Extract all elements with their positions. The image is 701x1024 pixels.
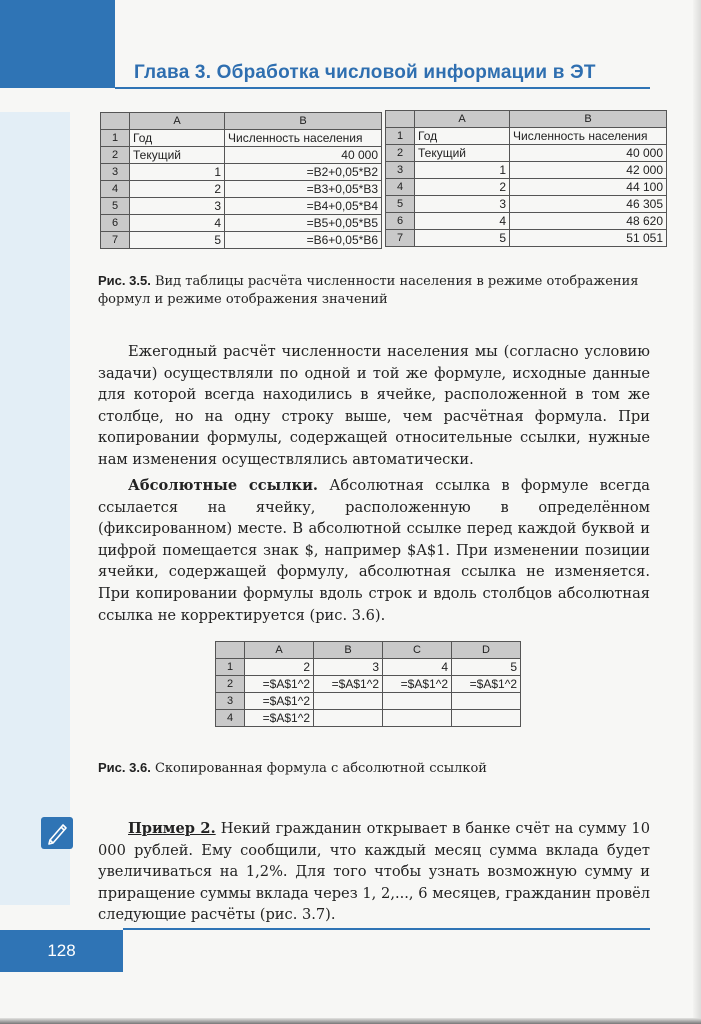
cell-c3 bbox=[383, 693, 452, 710]
cell-b2: =$A$1^2 bbox=[314, 676, 383, 693]
paragraph-relative-refs bbox=[98, 341, 650, 471]
cell-a3: =$A$1^2 bbox=[245, 693, 314, 710]
column-header-d: D bbox=[452, 642, 521, 659]
cell-b1: 3 bbox=[314, 659, 383, 676]
row-header: 4 bbox=[101, 181, 130, 198]
paragraph-text: Абсолютная ссылка в формуле всегда ссылается на ячейку, расположенную в определённом (фиксированном) месте. В абсолютной ссылке перед каждой буквой и цифрой помещается знак $, например $A$1. При изменении позиции ячейки, содержащей формулу, абсолютная ссылка не изменяется. При копировании формулы вдоль строк и вдоль столбцов абсолютная ссылка не корректируется (рис. 3.6). bbox=[98, 477, 650, 624]
cell-a4: 2 bbox=[130, 181, 225, 198]
cell-a3: 1 bbox=[130, 164, 225, 181]
header-color-block bbox=[0, 0, 115, 88]
term-absolute-refs: Абсолютные ссылки. bbox=[128, 477, 319, 494]
row-header: 6 bbox=[386, 213, 415, 230]
figure-label: Рис. 3.6. bbox=[98, 760, 151, 775]
corner-cell bbox=[216, 642, 245, 659]
table-row bbox=[216, 693, 521, 710]
margin-sidebar bbox=[0, 112, 70, 905]
pencil-icon bbox=[41, 817, 73, 849]
spreadsheet-value-view bbox=[385, 110, 667, 247]
table-row bbox=[101, 215, 382, 232]
figure-3-5-caption bbox=[98, 272, 648, 309]
row-header: 3 bbox=[216, 693, 245, 710]
cell-a6: 4 bbox=[130, 215, 225, 232]
page-number: 128 bbox=[47, 941, 76, 960]
row-header: 2 bbox=[386, 145, 415, 162]
column-header-a: A bbox=[130, 113, 225, 130]
row-header: 2 bbox=[101, 147, 130, 164]
cell-a1: Год bbox=[130, 130, 225, 147]
paragraph-absolute-refs bbox=[98, 475, 650, 626]
row-header: 4 bbox=[216, 710, 245, 727]
table-row bbox=[386, 162, 667, 179]
cell-d1: 5 bbox=[452, 659, 521, 676]
cell-a2: =$A$1^2 bbox=[245, 676, 314, 693]
column-header-b: B bbox=[510, 111, 667, 128]
paragraph-text: Ежегодный расчёт численности населения мы (согласно условию задачи) осуществляли по одной и той же формуле, исходные данные для которой всегда находились в ячейке, расположенной в том же столбце, но на одну строку выше, чем расчётная формула. При копировании формулы, содержащей относительные ссылки, нужные нам изменения осуществлялись автоматически. bbox=[98, 343, 650, 468]
example-2-paragraph bbox=[98, 818, 650, 926]
cell-b2: 40 000 bbox=[225, 147, 382, 164]
row-header: 1 bbox=[216, 659, 245, 676]
figure-3-6-caption bbox=[98, 759, 648, 778]
cell-a6: 4 bbox=[415, 213, 510, 230]
table-row bbox=[386, 196, 667, 213]
cell-b7: =B6+0,05*B6 bbox=[225, 232, 382, 249]
row-header: 1 bbox=[101, 130, 130, 147]
cell-c4 bbox=[383, 710, 452, 727]
table-row bbox=[386, 179, 667, 196]
figure-caption-text: Скопированная формула с абсолютной ссылкой bbox=[154, 761, 487, 776]
corner-cell bbox=[101, 113, 130, 130]
example-label: Пример 2. bbox=[128, 820, 216, 837]
title-underline bbox=[115, 87, 650, 89]
column-header-b: B bbox=[225, 113, 382, 130]
cell-b3: 42 000 bbox=[510, 162, 667, 179]
table-row bbox=[216, 676, 521, 693]
column-header-a: A bbox=[415, 111, 510, 128]
row-header: 1 bbox=[386, 128, 415, 145]
cell-a7: 5 bbox=[130, 232, 225, 249]
table-row bbox=[101, 147, 382, 164]
cell-c1: 4 bbox=[383, 659, 452, 676]
table-row bbox=[101, 198, 382, 215]
table-row bbox=[216, 659, 521, 676]
cell-b5: =B4+0,05*B4 bbox=[225, 198, 382, 215]
cell-a1: 2 bbox=[245, 659, 314, 676]
footer-rule bbox=[123, 928, 650, 930]
row-header: 6 bbox=[101, 215, 130, 232]
table-row bbox=[101, 181, 382, 198]
cell-a2: Текущий bbox=[415, 145, 510, 162]
table-row bbox=[386, 213, 667, 230]
cell-d2: =$A$1^2 bbox=[452, 676, 521, 693]
row-header: 3 bbox=[386, 162, 415, 179]
cell-b5: 46 305 bbox=[510, 196, 667, 213]
spreadsheet-absolute-ref bbox=[215, 641, 521, 727]
figure-caption-text: Вид таблицы расчёта численности населения в режиме отображения формул и режиме отображения значений bbox=[98, 274, 639, 307]
column-header-b: B bbox=[314, 642, 383, 659]
cell-b2: 40 000 bbox=[510, 145, 667, 162]
cell-a3: 1 bbox=[415, 162, 510, 179]
cell-b6: 48 620 bbox=[510, 213, 667, 230]
cell-d3 bbox=[452, 693, 521, 710]
row-header: 3 bbox=[101, 164, 130, 181]
cell-b4 bbox=[314, 710, 383, 727]
table-row bbox=[101, 232, 382, 249]
table-row bbox=[216, 710, 521, 727]
column-header-a: A bbox=[245, 642, 314, 659]
cell-b3 bbox=[314, 693, 383, 710]
table-row bbox=[386, 145, 667, 162]
cell-b1: Численность населения bbox=[510, 128, 667, 145]
cell-c2: =$A$1^2 bbox=[383, 676, 452, 693]
cell-b7: 51 051 bbox=[510, 230, 667, 247]
example-text: Некий гражданин открывает в банке счёт на сумму 10 000 рублей. Ему сообщили, что каждый месяц сумма вклада будет увеличиваться на 1,2%. Для того чтобы узнать возможную сумму и приращение суммы вклада через 1, 2,..., 6 месяцев, гражданин провёл следующие расчёты (рис. 3.7). bbox=[98, 820, 650, 924]
cell-a5: 3 bbox=[415, 196, 510, 213]
cell-a4: =$A$1^2 bbox=[245, 710, 314, 727]
row-header: 7 bbox=[386, 230, 415, 247]
cell-b4: 44 100 bbox=[510, 179, 667, 196]
row-header: 5 bbox=[386, 196, 415, 213]
table-row bbox=[386, 230, 667, 247]
row-header: 2 bbox=[216, 676, 245, 693]
cell-a2: Текущий bbox=[130, 147, 225, 164]
cell-b1: Численность населения bbox=[225, 130, 382, 147]
table-row bbox=[101, 164, 382, 181]
cell-a1: Год bbox=[415, 128, 510, 145]
cell-b4: =B3+0,05*B3 bbox=[225, 181, 382, 198]
cell-a4: 2 bbox=[415, 179, 510, 196]
cell-d4 bbox=[452, 710, 521, 727]
corner-cell bbox=[386, 111, 415, 128]
cell-a5: 3 bbox=[130, 198, 225, 215]
figure-label: Рис. 3.5. bbox=[98, 273, 151, 288]
cell-b6: =B5+0,05*B5 bbox=[225, 215, 382, 232]
page-bottom-edge bbox=[0, 1018, 701, 1024]
cell-a7: 5 bbox=[415, 230, 510, 247]
row-header: 5 bbox=[101, 198, 130, 215]
table-row bbox=[386, 128, 667, 145]
row-header: 7 bbox=[101, 232, 130, 249]
cell-b3: =B2+0,05*B2 bbox=[225, 164, 382, 181]
table-row bbox=[101, 130, 382, 147]
page-edge-shadow bbox=[693, 0, 701, 1024]
row-header: 4 bbox=[386, 179, 415, 196]
column-header-c: C bbox=[383, 642, 452, 659]
spreadsheet-formula-view bbox=[100, 112, 382, 249]
chapter-title: Глава 3. Обработка числовой информации в ЭТ bbox=[134, 62, 596, 83]
